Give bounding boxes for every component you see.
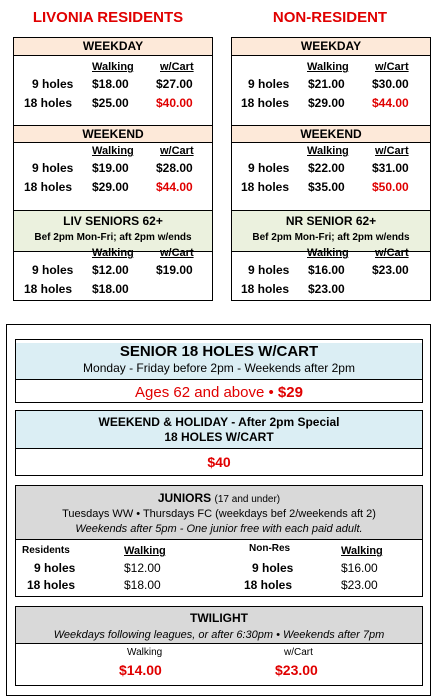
cart-price: $30.00 xyxy=(372,77,409,91)
weekend-special-header xyxy=(16,411,422,449)
row-label: 9 holes xyxy=(34,561,76,575)
walking-price: $22.00 xyxy=(308,161,345,175)
walking-header: Walking xyxy=(124,545,166,557)
weekend-special-line2: 18 HOLES W/CART xyxy=(164,430,274,444)
juniors-header xyxy=(16,486,422,540)
residents-label: Residents xyxy=(22,545,70,556)
walking-price: $21.00 xyxy=(308,77,345,91)
senior-18-card xyxy=(15,339,423,403)
specials-box xyxy=(6,324,431,696)
cart-price: $27.00 xyxy=(156,77,193,91)
cart-header: w/Cart xyxy=(375,61,409,73)
walking-header: Walking xyxy=(92,247,134,259)
junior-price: $16.00 xyxy=(341,561,378,575)
seniors-subtitle: Bef 2pm Mon-Fri; aft 2pm w/ends xyxy=(34,232,192,243)
row-label: 18 holes xyxy=(244,578,293,592)
weekend-special-card xyxy=(15,410,423,476)
cart-header: w/Cart xyxy=(375,247,409,259)
weekday-header: WEEKDAY xyxy=(14,38,212,56)
juniors-card xyxy=(15,485,423,597)
walking-price: $23.00 xyxy=(308,282,345,296)
twilight-cart-price: $23.00 xyxy=(275,662,318,678)
senior-18-price-line xyxy=(16,380,422,405)
weekend-special-price: $40 xyxy=(207,454,231,470)
cart-price: $50.00 xyxy=(372,180,409,194)
row-label: 18 holes xyxy=(27,578,76,592)
walking-price: $16.00 xyxy=(308,263,345,277)
junior-price: $12.00 xyxy=(124,561,161,575)
cart-price: $44.00 xyxy=(372,96,409,110)
twilight-subtitle: Weekdays following leagues, or after 6:30pm • Weekends after 7pm xyxy=(53,629,385,641)
walking-price: $19.00 xyxy=(92,161,129,175)
walking-price: $18.00 xyxy=(92,77,129,91)
weekend-header: WEEKEND xyxy=(14,125,212,143)
non-resident-title: NON-RESIDENT xyxy=(272,9,388,26)
junior-price: $23.00 xyxy=(341,578,378,592)
walking-header: Walking xyxy=(307,145,349,157)
senior-18-price-text: Ages 62 and above • xyxy=(135,384,278,401)
row-label: 9 holes xyxy=(248,161,290,175)
cart-header: w/Cart xyxy=(160,145,194,157)
juniors-title: JUNIORS xyxy=(157,491,212,505)
walking-header: Walking xyxy=(307,247,349,259)
row-label: 9 holes xyxy=(32,77,74,91)
row-label: 18 holes xyxy=(24,282,73,296)
twilight-card xyxy=(15,606,423,686)
walking-price: $29.00 xyxy=(308,96,345,110)
twilight-title: TWILIGHT xyxy=(190,611,248,625)
non-res-label: Non-Res xyxy=(249,543,291,554)
juniors-age-note: (17 and under) xyxy=(214,494,281,505)
weekend-header: WEEKEND xyxy=(232,125,430,143)
walking-price: $25.00 xyxy=(92,96,129,110)
senior-18-price: $29 xyxy=(277,384,303,401)
senior-18-subtitle: Monday - Friday before 2pm - Weekends after 2pm xyxy=(83,361,355,375)
row-label: 18 holes xyxy=(241,180,290,194)
cart-price: $31.00 xyxy=(372,161,409,175)
twilight-walking-label: Walking xyxy=(127,647,163,658)
senior-18-title: SENIOR 18 HOLES W/CART xyxy=(119,343,319,360)
cart-price: $40.00 xyxy=(156,96,193,110)
row-label: 9 holes xyxy=(252,561,294,575)
cart-price: $19.00 xyxy=(156,263,193,277)
livonia-residents-title: LIVONIA RESIDENTS xyxy=(32,9,184,26)
walking-header: Walking xyxy=(92,61,134,73)
row-label: 18 holes xyxy=(24,180,73,194)
livonia-rates-box xyxy=(13,37,213,301)
cart-header: w/Cart xyxy=(160,61,194,73)
row-label: 18 holes xyxy=(24,96,73,110)
row-label: 18 holes xyxy=(241,282,290,296)
cart-price: $23.00 xyxy=(372,263,409,277)
walking-price: $29.00 xyxy=(92,180,129,194)
walking-price: $12.00 xyxy=(92,263,129,277)
row-label: 9 holes xyxy=(248,77,290,91)
walking-header: Walking xyxy=(92,145,134,157)
juniors-days: Tuesdays WW • Thursdays FC (weekdays bef 2/weekends aft 2) xyxy=(62,508,376,520)
walking-price: $18.00 xyxy=(92,282,129,296)
row-label: 9 holes xyxy=(32,263,74,277)
seniors-title: NR SENIOR 62+ xyxy=(285,214,377,228)
junior-price: $18.00 xyxy=(124,578,161,592)
twilight-cart-label: w/Cart xyxy=(284,647,313,658)
walking-header: Walking xyxy=(341,545,383,557)
twilight-walking-price: $14.00 xyxy=(119,662,162,678)
seniors-header xyxy=(14,210,212,252)
row-label: 18 holes xyxy=(241,96,290,110)
walking-header: Walking xyxy=(307,61,349,73)
non-resident-rates-box xyxy=(231,37,431,301)
cart-header: w/Cart xyxy=(375,145,409,157)
juniors-title-line xyxy=(16,491,422,505)
senior-18-header xyxy=(16,343,422,380)
row-label: 9 holes xyxy=(248,263,290,277)
row-label: 9 holes xyxy=(32,161,74,175)
cart-price: $44.00 xyxy=(156,180,193,194)
weekday-header: WEEKDAY xyxy=(232,38,430,56)
cart-price: $28.00 xyxy=(156,161,193,175)
twilight-header xyxy=(16,607,422,644)
seniors-title: LIV SENIORS 62+ xyxy=(63,214,163,228)
cart-header: w/Cart xyxy=(160,247,194,259)
seniors-subtitle: Bef 2pm Mon-Fri; aft 2pm w/ends xyxy=(252,232,410,243)
weekend-special-line1: WEEKEND & HOLIDAY - After 2pm Special xyxy=(98,415,340,429)
juniors-weekend-note: Weekends after 5pm - One junior free with each paid adult. xyxy=(75,523,363,535)
walking-price: $35.00 xyxy=(308,180,345,194)
seniors-header xyxy=(232,210,430,252)
